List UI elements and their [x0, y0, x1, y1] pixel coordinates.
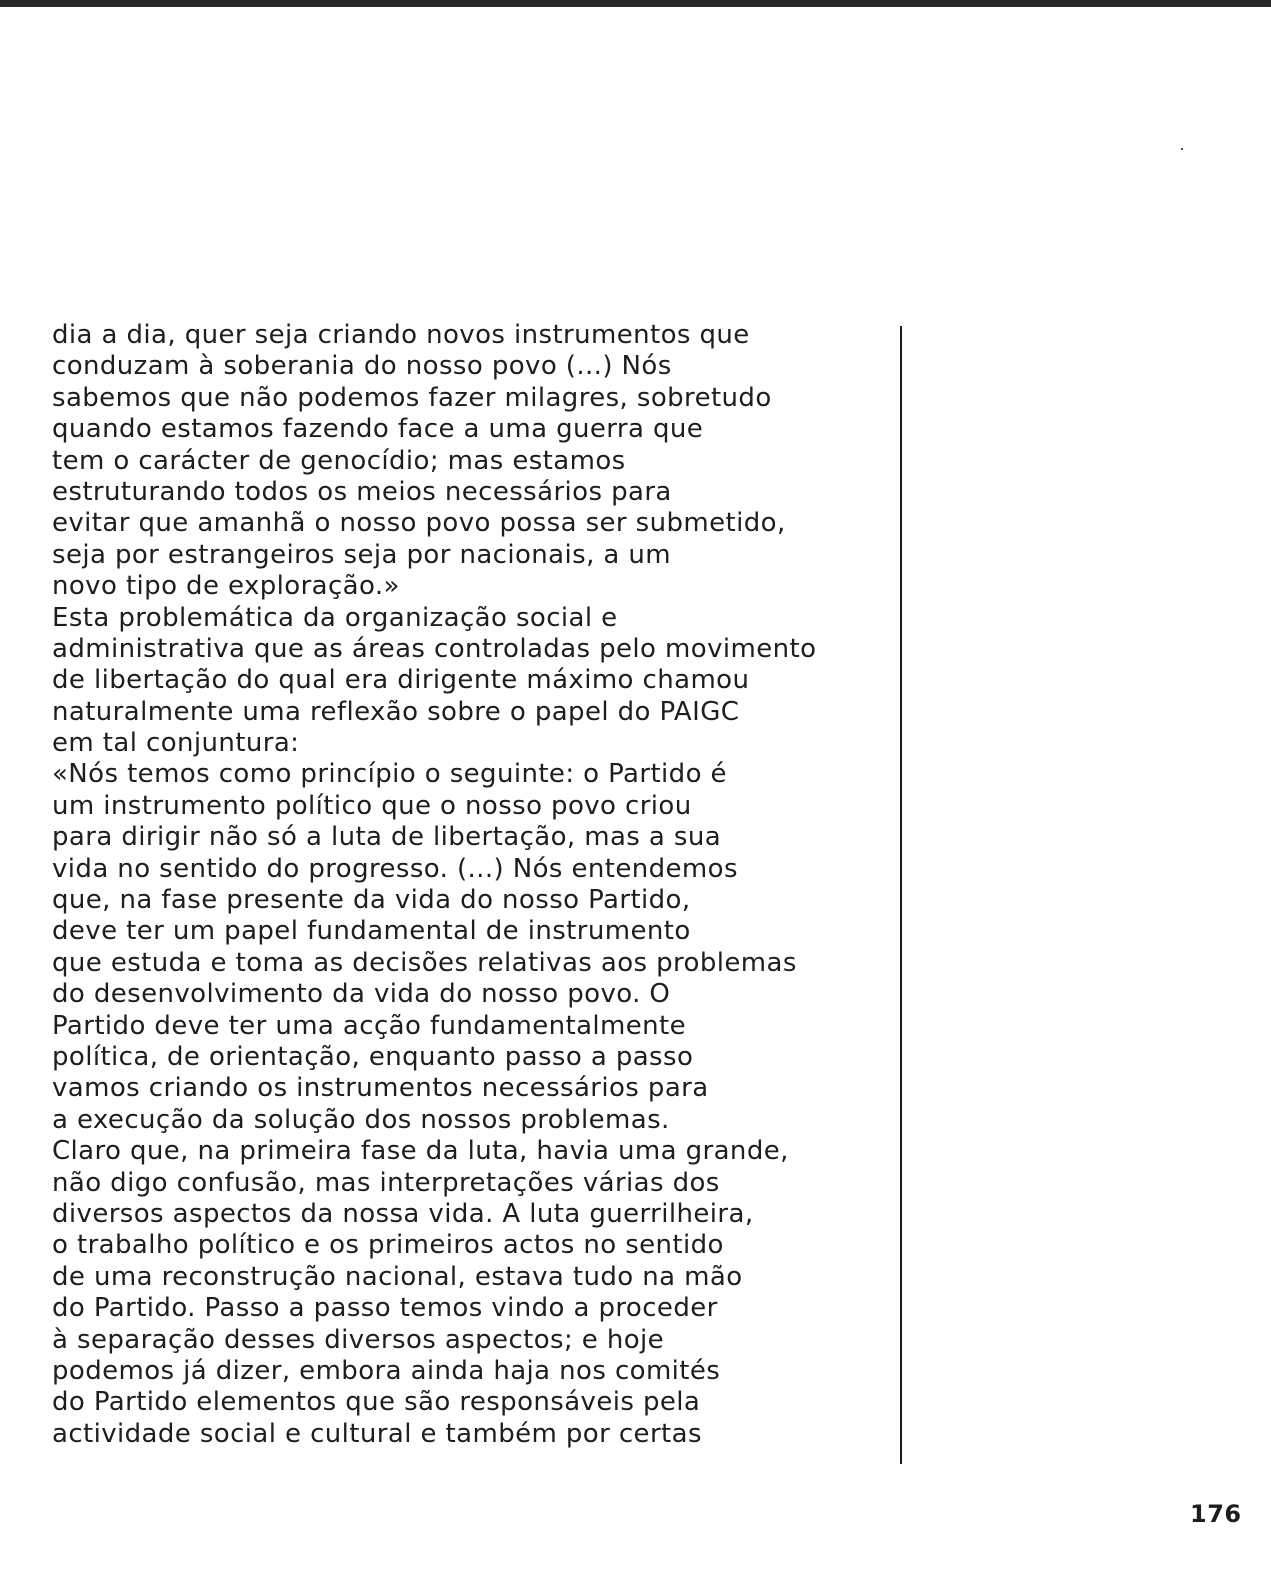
text-line: seja por estrangeiros seja por nacionais, a um — [52, 539, 672, 570]
text-line: administrativa que as áreas controladas pelo movimento — [52, 633, 817, 664]
text-line: «Nós temos como princípio o seguinte: o Partido é — [52, 759, 727, 790]
text-line: podemos já dizer, embora ainda haja nos comités — [52, 1355, 721, 1386]
text-line: política, de orientação, enquanto passo a passo — [52, 1041, 694, 1072]
text-line: à separação desses diversos aspectos; e hoje — [52, 1324, 665, 1355]
text-line: tem o carácter de genocídio; mas estamos — [52, 445, 626, 476]
text-line: naturalmente uma reflexão sobre o papel do PAIGC — [52, 696, 740, 727]
text-line: vida no sentido do progresso. (...) Nós entendemos — [52, 853, 738, 884]
text-line: que estuda e toma as decisões relativas aos problemas — [52, 947, 797, 978]
text-line: do desenvolvimento da vida do nosso povo. O — [52, 979, 671, 1010]
text-line: não digo confusão, mas interpretações várias dos — [52, 1167, 720, 1198]
text-line: do Partido elementos que são responsáveis pela — [52, 1387, 701, 1418]
text-line: actividade social e cultural e também por certas — [52, 1418, 702, 1449]
text-line: um instrumento político que o nosso povo criou — [52, 790, 692, 821]
body-text-column — [52, 320, 892, 1450]
text-line: novo tipo de exploração.» — [52, 571, 400, 602]
text-line: em tal conjuntura: — [52, 728, 300, 759]
text-line: estruturando todos os meios necessários para — [52, 476, 672, 507]
scan-speck — [1181, 148, 1183, 150]
text-line: a execução da solução dos nossos problemas. — [52, 1104, 670, 1135]
text-line: diversos aspectos da nossa vida. A luta guerrilheira, — [52, 1198, 754, 1229]
text-line: evitar que amanhã o nosso povo possa ser submetido, — [52, 508, 786, 539]
text-line: Claro que, na primeira fase da luta, havia uma grande, — [52, 1136, 789, 1167]
scan-top-edge — [0, 0, 1271, 7]
text-line: Esta problemática da organização social e — [52, 602, 618, 633]
text-line: deve ter um papel fundamental de instrumento — [52, 916, 691, 947]
text-line: quando estamos fazendo face a uma guerra que — [52, 414, 704, 445]
text-line: conduzam à soberania do nosso povo (...) Nós — [52, 351, 672, 382]
text-line: do Partido. Passo a passo temos vindo a proceder — [52, 1293, 718, 1324]
text-line: sabemos que não podemos fazer milagres, sobretudo — [52, 382, 772, 413]
text-line: o trabalho político e os primeiros actos no sentido — [52, 1230, 724, 1261]
text-line: Partido deve ter uma acção fundamentalmente — [52, 1010, 687, 1041]
text-line: que, na fase presente da vida do nosso Partido, — [52, 885, 691, 916]
text-line: de libertação do qual era dirigente máximo chamou — [52, 665, 750, 696]
text-line: para dirigir não só a luta de libertação, mas a sua — [52, 822, 722, 853]
text-line: de uma reconstrução nacional, estava tudo na mão — [52, 1261, 743, 1292]
page-number: 176 — [1190, 1500, 1242, 1528]
text-line: vamos criando os instrumentos necessários para — [52, 1073, 709, 1104]
text-line: dia a dia, quer seja criando novos instrumentos que — [52, 320, 750, 350]
margin-rule — [900, 326, 902, 1464]
